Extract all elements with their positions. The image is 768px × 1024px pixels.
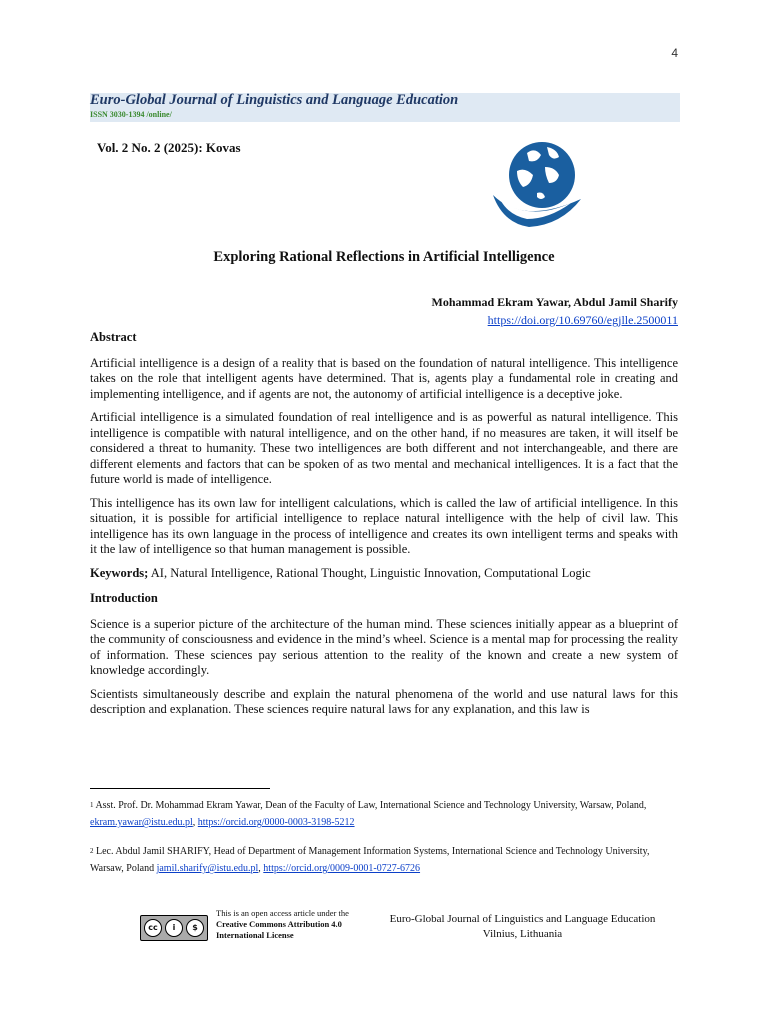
license-link[interactable] bbox=[216, 930, 349, 941]
license-line: This is an open access article under the bbox=[216, 908, 349, 918]
footnote-marker: 2 bbox=[90, 847, 94, 855]
footnotes bbox=[90, 797, 680, 889]
introduction-heading: Introduction bbox=[90, 591, 158, 605]
globe-logo-icon bbox=[487, 135, 587, 231]
footnote-marker: 1 bbox=[90, 801, 94, 809]
nc-icon: $ bbox=[186, 919, 204, 937]
license-link[interactable] bbox=[216, 919, 349, 930]
by-icon: i bbox=[165, 919, 183, 937]
footnote-text: Asst. Prof. Dr. Mohammad Ekram Yawar, Dean of the Faculty of Law, International Science and Technology University, Warsaw, Poland, bbox=[93, 800, 647, 811]
keywords-label: Keywords; bbox=[90, 565, 149, 580]
paper-title: Exploring Rational Reflections in Artificial Intelligence bbox=[213, 249, 555, 265]
journal-issn: ISSN 3030-1394 /online/ bbox=[90, 110, 172, 119]
journal-volume: Vol. 2 No. 2 (2025): Kovas bbox=[97, 140, 241, 155]
orcid-link[interactable]: https://orcid.org/0000-0003-3198-5212 bbox=[197, 817, 355, 828]
footnote-text: Lec. Abdul Jamil SHARIFY, Head of Department of Management Information Systems, International Science and Technology University, Warsaw, Poland bbox=[90, 846, 650, 874]
introduction-paragraph: Scientists simultaneously describe and explain the natural phenomena of the world and use natural laws for this description and explanation. These sciences require natural laws for any explanation, and this law is bbox=[90, 686, 678, 716]
paper-body bbox=[90, 330, 678, 726]
orcid-link[interactable]: https://orcid.org/0009-0001-0727-6726 bbox=[263, 863, 421, 874]
license-text bbox=[216, 908, 349, 941]
abstract-paragraph: Artificial intelligence is a design of a reality that is based on the foundation of natural intelligence. This intelligence takes on the role that intelligent agents have determined. That is, agents play a fundamental role in creating and implementing intelligence, and if agents are not, the autonomy of artificial intelligence is a deceptive joke. bbox=[90, 355, 678, 401]
doi-link[interactable]: https://doi.org/10.69760/egjlle.2500011 bbox=[487, 313, 678, 327]
abstract-heading: Abstract bbox=[90, 330, 137, 344]
page-number: 4 bbox=[671, 46, 678, 60]
abstract-paragraph: This intelligence has its own law for intelligent calculations, which is called the law of artificial intelligence. In this situation, it is possible for artificial intelligence to replace natural intelligence with the help of civil law. This intelligence has its own language in the process of intelligence and creates its own intelligent terms and speaks with it the law of intelligence so that human management is possible. bbox=[90, 495, 678, 556]
author-email-link[interactable]: jamil.sharify@istu.edu.pl bbox=[156, 863, 259, 874]
journal-title: Euro-Global Journal of Linguistics and Language Education bbox=[90, 92, 459, 108]
footer-location: Vilnius, Lithuania bbox=[482, 928, 563, 940]
paper-authors: Mohammad Ekram Yawar, Abdul Jamil Sharify bbox=[431, 295, 678, 309]
cc-icon: cc bbox=[144, 919, 162, 937]
footnote-separator: , bbox=[192, 817, 198, 828]
footer bbox=[385, 912, 660, 942]
license-name-cont: International License bbox=[216, 930, 294, 940]
keywords bbox=[90, 566, 678, 582]
license-name: Creative Commons Attribution 4.0 bbox=[216, 919, 342, 929]
keywords-text: AI, Natural Intelligence, Rational Thought, Linguistic Innovation, Computational Logic bbox=[150, 565, 591, 580]
author-email-link[interactable]: ekram.yawar@istu.edu.pl bbox=[90, 817, 193, 828]
abstract-paragraph: Artificial intelligence is a simulated foundation of real intelligence and is as powerful as natural intelligence. This intelligence is compatible with natural intelligence, and on the other hand, if no measures are taken, it will itself be considered a threat to humanity. These two intelligences are both different and not interchangeable, and there are different elements and factors that can be spoken of as two mental and mechanical intelligences. It is a fact that the future world is made of intelligence. bbox=[90, 410, 678, 486]
footnote-divider bbox=[90, 788, 270, 789]
footnote-separator: , bbox=[258, 863, 264, 874]
footnote-2 bbox=[90, 843, 680, 877]
cc-license-badge[interactable] bbox=[140, 915, 208, 941]
footer-journal-name: Euro-Global Journal of Linguistics and Language Education bbox=[389, 913, 656, 925]
introduction-paragraph: Science is a superior picture of the architecture of the human mind. These sciences initially appear as a blueprint of the community of consciousness and evidence in the mind’s wheel. Science is a mental map for processing the reality of information. These sciences pay serious attention to the reality of the known and create a new system of knowledge accordingly. bbox=[90, 616, 678, 677]
footnote-1 bbox=[90, 797, 680, 831]
